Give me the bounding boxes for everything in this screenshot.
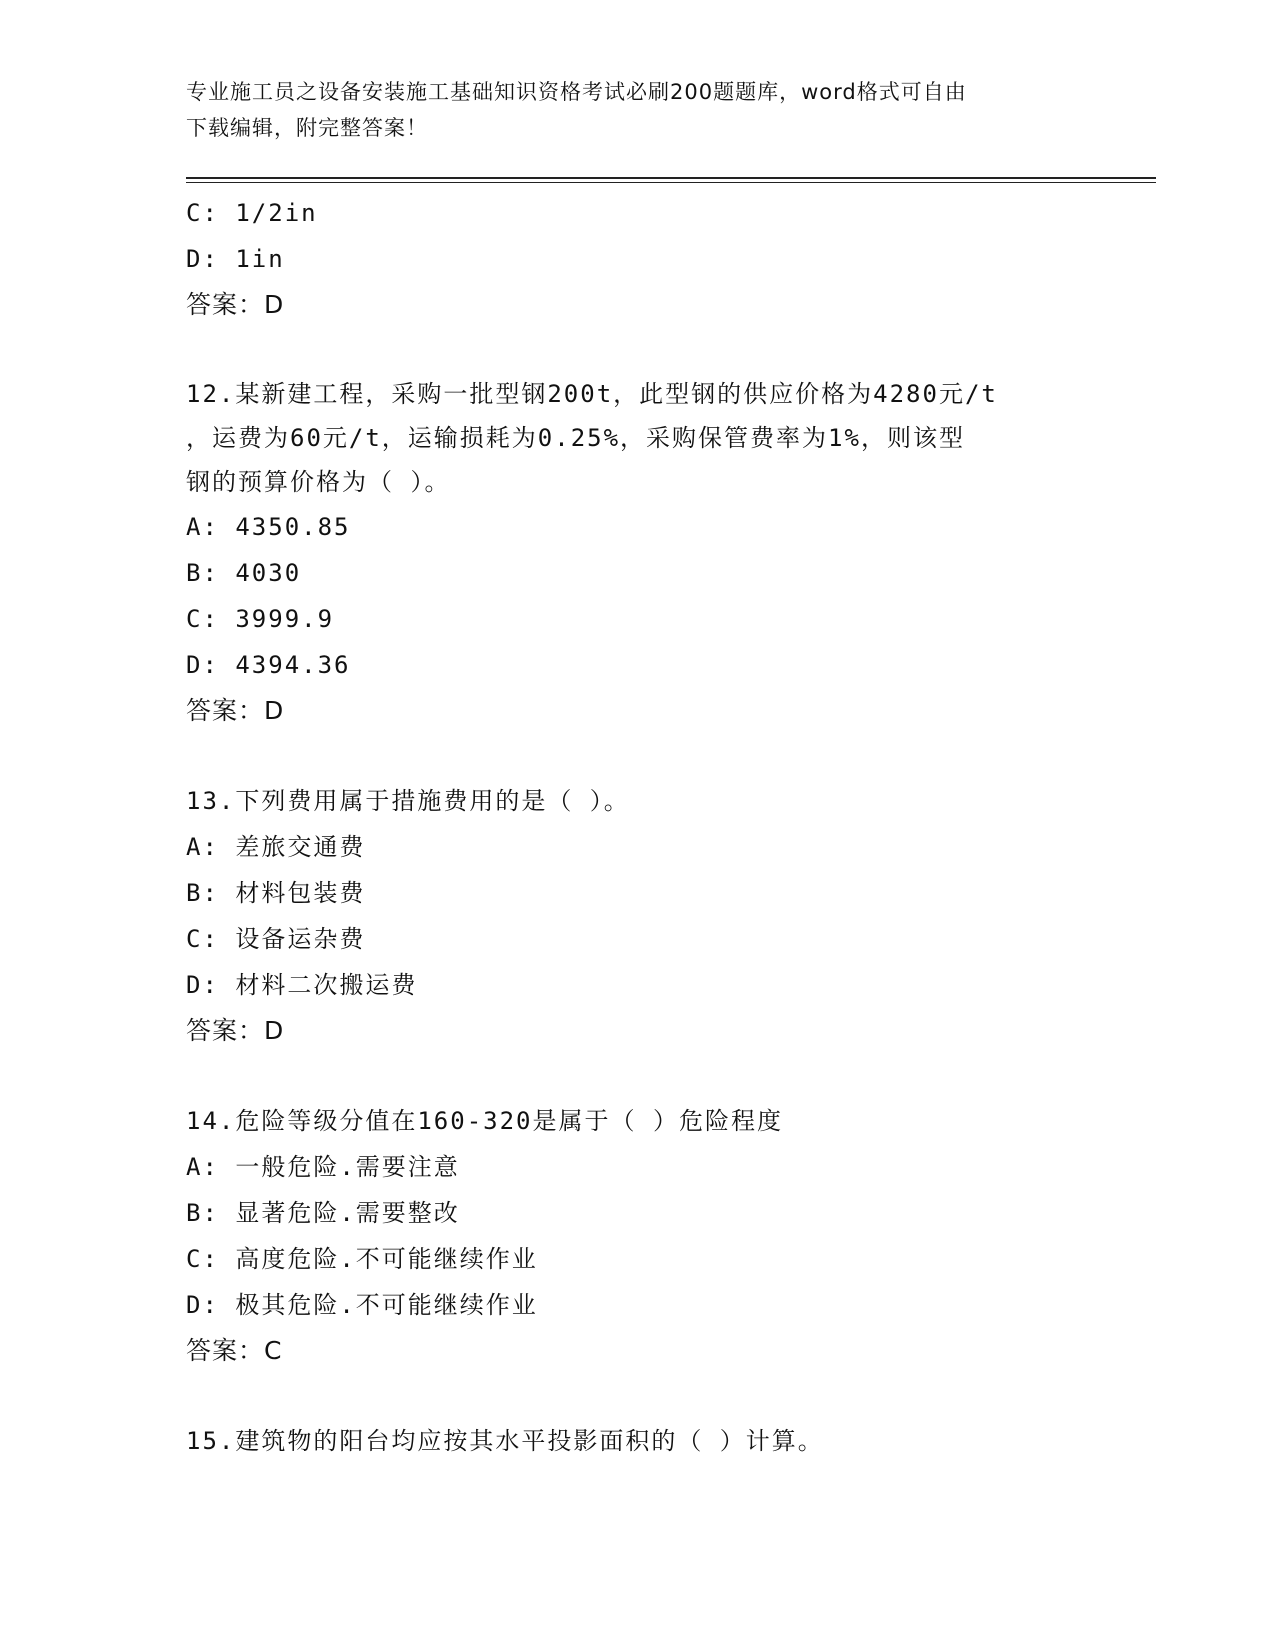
- option-d: D: 4394.36: [186, 651, 351, 679]
- question-text: 15.建筑物的阳台均应按其水平投影面积的（ ）计算。: [186, 1427, 824, 1455]
- spacer: [186, 734, 1086, 778]
- header-line-2: 下载编辑，附完整答案！: [186, 116, 428, 140]
- spacer: [186, 1374, 1086, 1418]
- answer: 答案：D: [186, 290, 285, 319]
- document-body: [186, 190, 1086, 1464]
- question-line: 钢的预算价格为（ ）。: [186, 468, 451, 496]
- question-line: ，运费为60元/t，运输损耗为0.25%，采购保管费率为1%，则该型: [186, 424, 965, 452]
- answer: 答案：C: [186, 1336, 283, 1365]
- option-d: D: 1in: [186, 245, 285, 273]
- option-c: C: 设备运杂费: [186, 925, 366, 953]
- question-13: [186, 778, 1086, 1054]
- question-12: [186, 372, 1086, 734]
- document-header: [186, 74, 1086, 146]
- option-a: A: 差旅交通费: [186, 833, 366, 861]
- header-rule-thin: [186, 182, 1156, 183]
- answer: 答案：D: [186, 1016, 285, 1045]
- question-15: [186, 1418, 1086, 1464]
- question-text: 14.危险等级分值在160-320是属于（ ）危险程度: [186, 1107, 783, 1135]
- question-text: 13.下列费用属于措施费用的是（ ）。: [186, 787, 630, 815]
- question-11-tail: [186, 190, 1086, 328]
- answer: 答案：D: [186, 696, 285, 725]
- option-b: B: 材料包装费: [186, 879, 366, 907]
- option-a: A: 一般危险.需要注意: [186, 1153, 460, 1181]
- option-c: C: 1/2in: [186, 199, 318, 227]
- question-text: [186, 372, 1086, 504]
- option-a: A: 4350.85: [186, 513, 351, 541]
- option-b: B: 显著危险.需要整改: [186, 1199, 460, 1227]
- option-c: C: 高度危险.不可能继续作业: [186, 1245, 538, 1273]
- header-line-1: 专业施工员之设备安装施工基础知识资格考试必刷200题题库，word格式可自由: [186, 80, 967, 104]
- option-c: C: 3999.9: [186, 605, 335, 633]
- option-d: D: 极其危险.不可能继续作业: [186, 1291, 538, 1319]
- header-rule-thick: [186, 177, 1156, 179]
- question-line: 12.某新建工程，采购一批型钢200t，此型钢的供应价格为4280元/t: [186, 380, 998, 408]
- question-14: [186, 1098, 1086, 1374]
- spacer: [186, 1054, 1086, 1098]
- option-b: B: 4030: [186, 559, 302, 587]
- spacer: [186, 328, 1086, 372]
- option-d: D: 材料二次搬运费: [186, 971, 418, 999]
